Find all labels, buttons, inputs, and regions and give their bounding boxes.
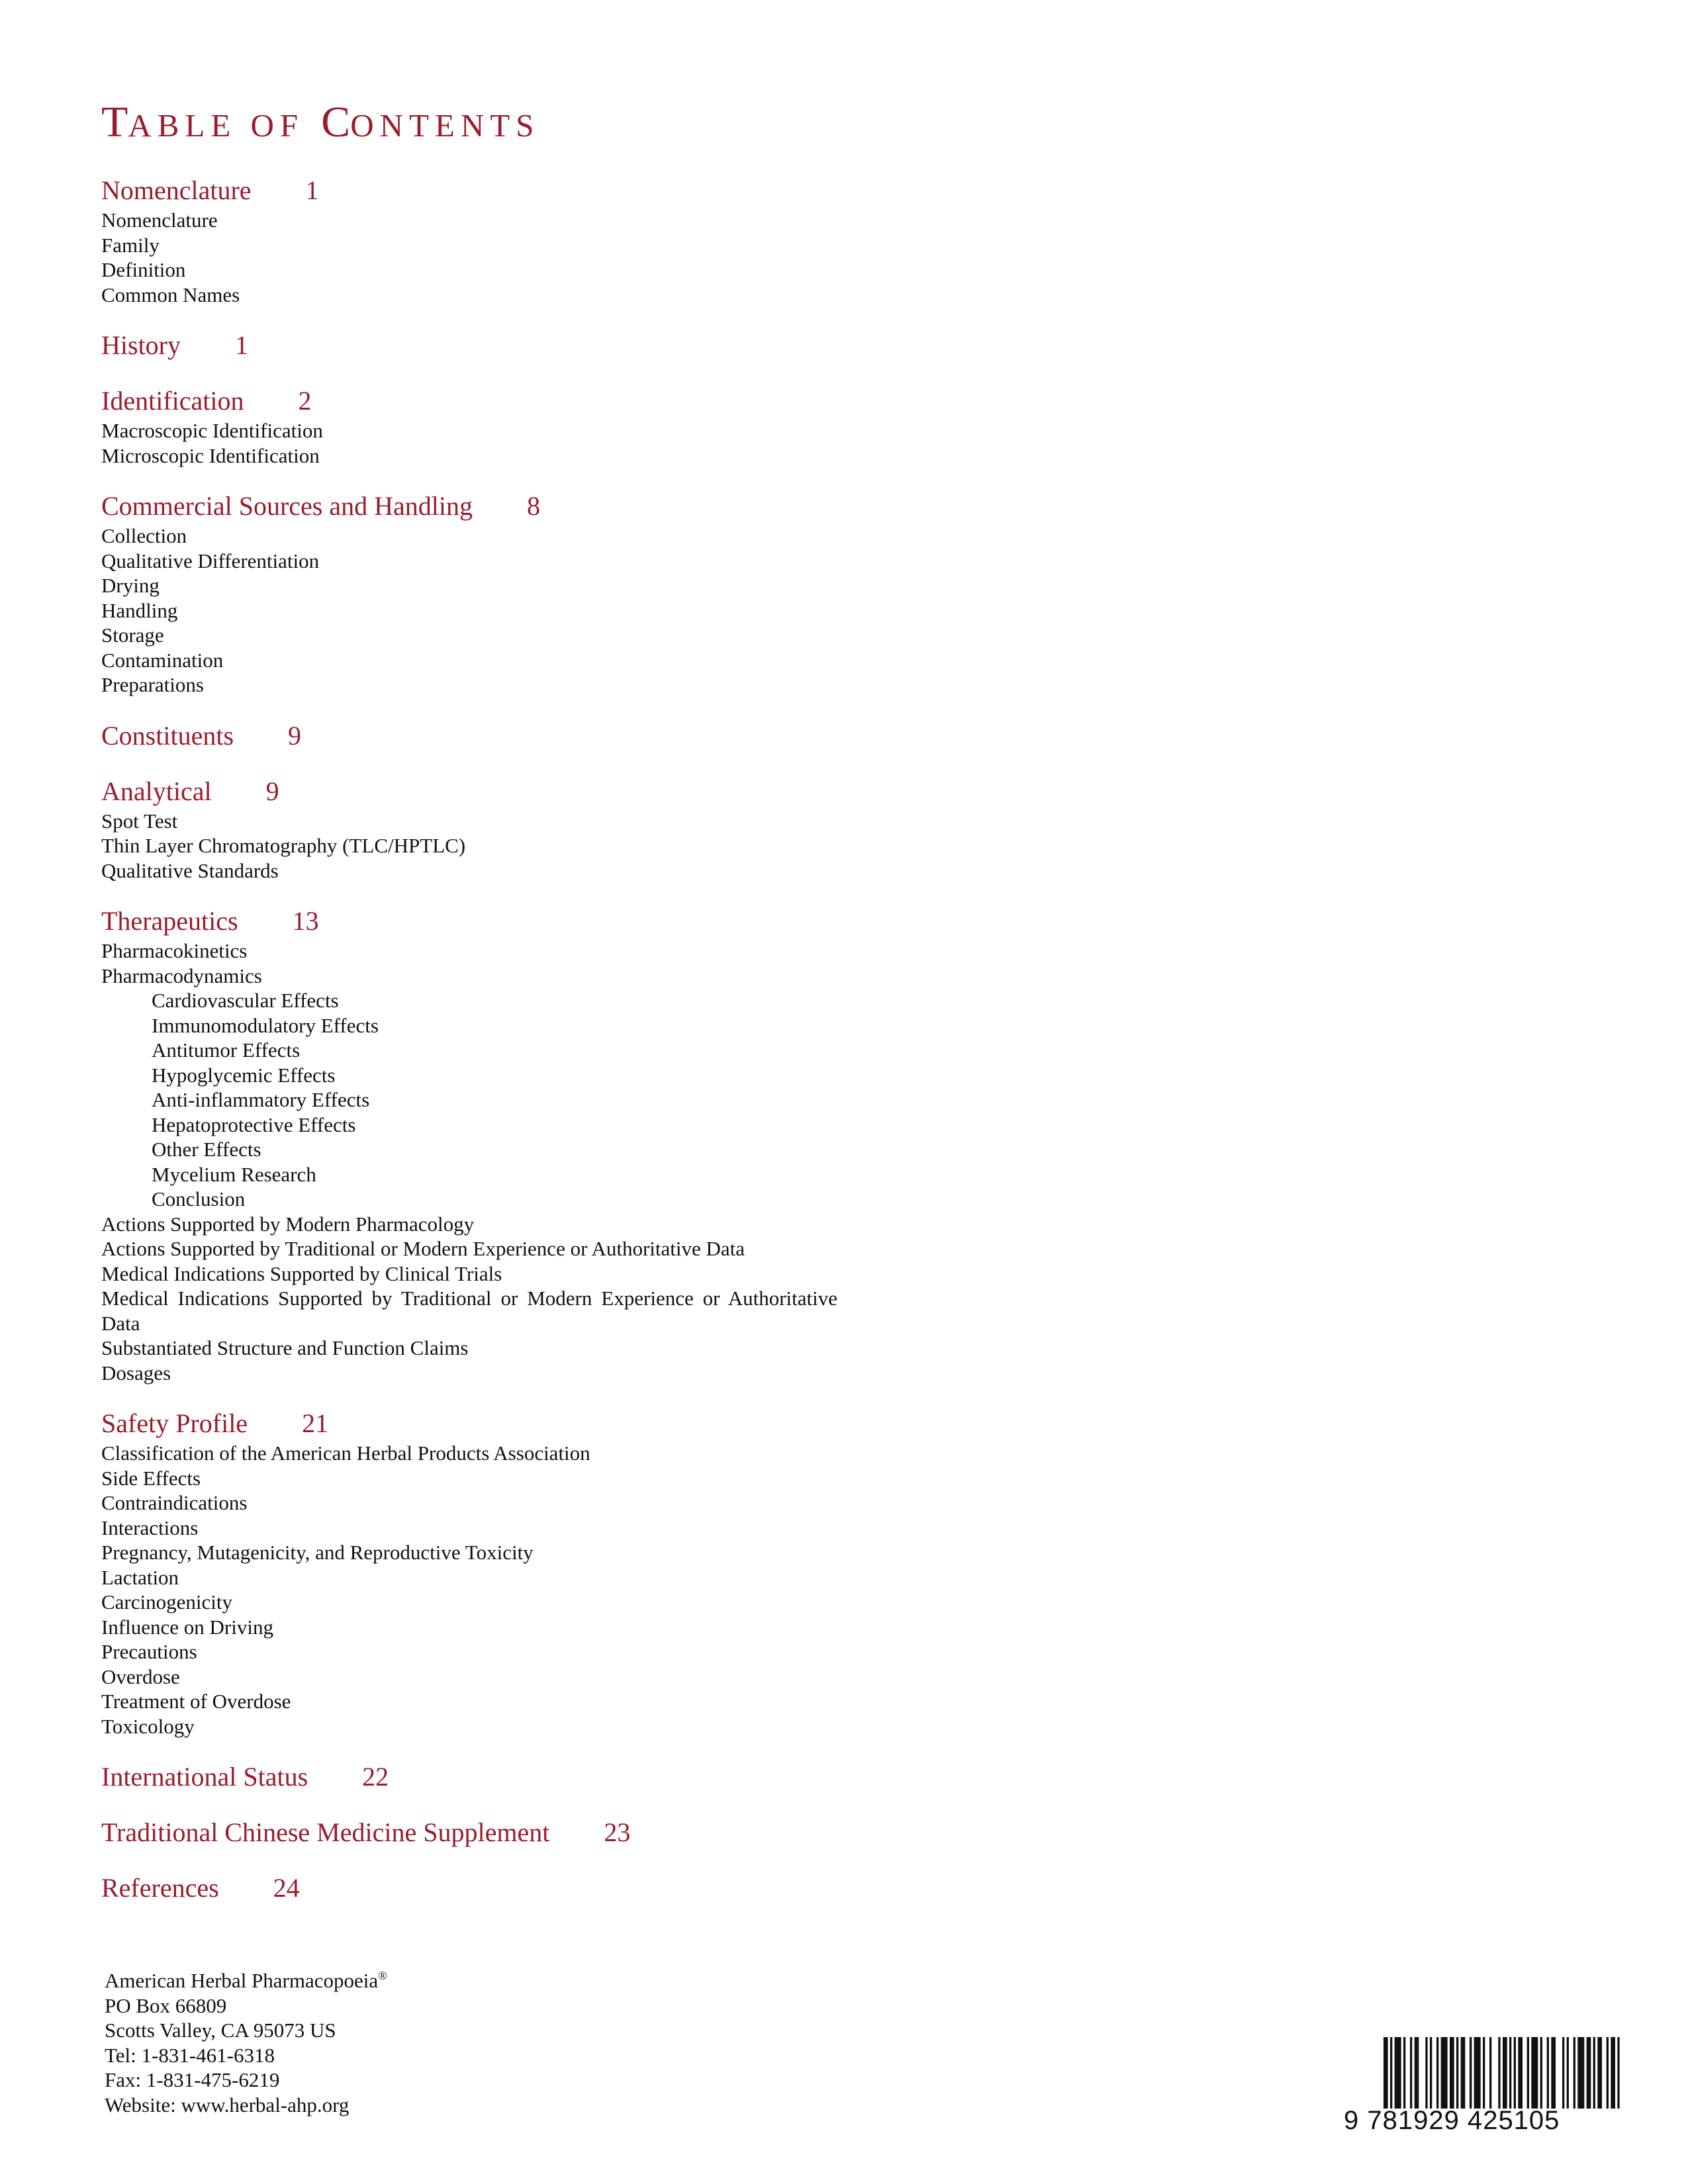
barcode-bar bbox=[1527, 2037, 1529, 2109]
toc-subentry: Conclusion bbox=[152, 1187, 246, 1210]
barcode-bar bbox=[1607, 2037, 1609, 2109]
toc-entry: Handling bbox=[101, 598, 178, 622]
toc-subentry: Antitumor Effects bbox=[152, 1038, 301, 1062]
barcode-bar bbox=[1390, 2037, 1392, 2109]
toc-entry: Spot Test bbox=[101, 809, 178, 833]
toc-section bbox=[101, 1760, 837, 1794]
publisher-address bbox=[105, 1968, 387, 2118]
toc-entry: Interactions bbox=[101, 1516, 199, 1539]
toc-entry: Storage bbox=[101, 623, 164, 647]
section-heading bbox=[101, 489, 837, 523]
section-page-number: 2 bbox=[298, 386, 312, 416]
isbn-barcode bbox=[1344, 2037, 1622, 2136]
toc-section bbox=[101, 1406, 837, 1739]
barcode-bar bbox=[1562, 2037, 1564, 2109]
section-title: References bbox=[101, 1873, 219, 1903]
barcode-bar bbox=[1597, 2037, 1602, 2109]
toc-entry: Treatment of Overdose bbox=[101, 1690, 291, 1713]
address-line: Scotts Valley, CA 95073 US bbox=[105, 2019, 336, 2042]
section-page-number: 13 bbox=[292, 906, 319, 936]
toc-entry: Dosages bbox=[101, 1361, 171, 1385]
barcode-bar bbox=[1450, 2037, 1454, 2109]
section-title: International Status bbox=[101, 1762, 308, 1792]
toc-section bbox=[101, 719, 837, 753]
toc-entry: Medical Indications Supported by Traditional or Modern Experience or Authoritative Data bbox=[101, 1287, 837, 1335]
toc-entry: Lactation bbox=[101, 1565, 179, 1589]
toc-entry: Overdose bbox=[101, 1664, 180, 1688]
toc-section bbox=[101, 1871, 837, 1905]
section-title: Identification bbox=[101, 386, 244, 416]
barcode-bar bbox=[1514, 2037, 1516, 2109]
barcode-bar bbox=[1567, 2037, 1569, 2109]
toc-entry: Family bbox=[101, 233, 160, 257]
table-of-contents bbox=[101, 173, 837, 1927]
toc-subentry: Hypoglycemic Effects bbox=[152, 1063, 336, 1087]
toc-entry: Pharmacokinetics bbox=[101, 939, 248, 962]
section-heading bbox=[101, 328, 837, 363]
barcode-bar bbox=[1577, 2037, 1584, 2109]
section-title: Safety Profile bbox=[101, 1408, 248, 1438]
toc-entry: Common Names bbox=[101, 283, 240, 306]
barcode-bar bbox=[1547, 2037, 1549, 2109]
section-title: Traditional Chinese Medicine Supplement bbox=[101, 1817, 550, 1847]
section-heading bbox=[101, 384, 837, 418]
section-page-number: 24 bbox=[273, 1873, 300, 1903]
barcode-bar bbox=[1593, 2037, 1595, 2109]
barcode-bar bbox=[1573, 2037, 1575, 2109]
publisher-name: American Herbal Pharmacopoeia® bbox=[105, 1969, 387, 1992]
toc-entry: Microscopic Identification bbox=[101, 443, 320, 467]
toc-entry: Contamination bbox=[101, 648, 224, 672]
section-heading bbox=[101, 1760, 837, 1794]
barcode-bar bbox=[1483, 2037, 1485, 2109]
section-heading bbox=[101, 173, 837, 208]
section-page-number: 1 bbox=[305, 175, 319, 205]
section-heading bbox=[101, 719, 837, 753]
toc-subentry: Cardiovascular Effects bbox=[152, 989, 339, 1012]
barcode-digits: 9 781929 425105 bbox=[1344, 2106, 1560, 2135]
barcode-bar bbox=[1489, 2037, 1491, 2109]
barcode-bar bbox=[1587, 2037, 1591, 2109]
section-heading bbox=[101, 1815, 837, 1850]
toc-section bbox=[101, 1815, 837, 1850]
toc-entry: Actions Supported by Modern Pharmacology bbox=[101, 1212, 475, 1236]
toc-entry: Definition bbox=[101, 258, 186, 281]
phone-line: Tel: 1-831-461-6318 bbox=[105, 2043, 275, 2067]
toc-entry: Carcinogenicity bbox=[101, 1590, 232, 1614]
section-heading bbox=[101, 904, 837, 938]
section-page-number: 22 bbox=[362, 1762, 389, 1792]
barcode-bar bbox=[1611, 2037, 1615, 2109]
toc-entry: Toxicology bbox=[101, 1714, 195, 1738]
section-title: Analytical bbox=[101, 776, 212, 806]
barcode-bar bbox=[1425, 2037, 1427, 2109]
section-page-number: 9 bbox=[265, 776, 279, 806]
section-title: Therapeutics bbox=[101, 906, 238, 936]
toc-entry: Drying bbox=[101, 574, 160, 597]
toc-entry: Thin Layer Chromatography (TLC/HPTLC) bbox=[101, 834, 466, 857]
section-page-number: 9 bbox=[288, 720, 302, 751]
barcode-bar bbox=[1540, 2037, 1542, 2109]
barcode-bar bbox=[1518, 2037, 1523, 2109]
section-page-number: 21 bbox=[302, 1408, 329, 1438]
barcode-bar bbox=[1461, 2037, 1466, 2109]
toc-section bbox=[101, 489, 837, 698]
barcode-bar bbox=[1383, 2037, 1388, 2109]
barcode-bar bbox=[1415, 2037, 1419, 2109]
section-heading bbox=[101, 1871, 837, 1905]
barcode-bar bbox=[1531, 2037, 1538, 2109]
barcode-bar bbox=[1410, 2037, 1412, 2109]
section-title: History bbox=[101, 330, 181, 360]
toc-section bbox=[101, 384, 837, 468]
section-title: Nomenclature bbox=[101, 175, 252, 205]
barcode-bar bbox=[1503, 2037, 1507, 2109]
toc-subentry: Mycelium Research bbox=[152, 1162, 316, 1186]
barcode-bar bbox=[1498, 2037, 1500, 2109]
toc-subentry: Immunomodulatory Effects bbox=[152, 1013, 379, 1037]
barcode-bar bbox=[1474, 2037, 1481, 2109]
barcode-bar bbox=[1395, 2037, 1401, 2109]
barcode-bar bbox=[1456, 2037, 1458, 2109]
section-heading bbox=[101, 774, 837, 809]
toc-section bbox=[101, 904, 837, 1385]
toc-entry: Side Effects bbox=[101, 1466, 201, 1490]
toc-section bbox=[101, 328, 837, 363]
toc-entry: Qualitative Standards bbox=[101, 858, 279, 882]
page-title: TABLE OF CONTENTS bbox=[101, 98, 540, 146]
toc-entry: Medical Indications Supported by Clinical Trials bbox=[101, 1261, 502, 1285]
section-title: Constituents bbox=[101, 720, 234, 751]
toc-entry: Preparations bbox=[101, 673, 204, 696]
toc-section bbox=[101, 774, 837, 884]
toc-entry: Qualitative Differentiation bbox=[101, 549, 320, 572]
section-heading bbox=[101, 1406, 837, 1441]
toc-entry: Nomenclature bbox=[101, 208, 218, 232]
barcode-bar bbox=[1617, 2037, 1619, 2109]
barcode-bar bbox=[1509, 2037, 1511, 2109]
toc-entry: Collection bbox=[101, 524, 187, 547]
toc-entry: Macroscopic Identification bbox=[101, 419, 323, 442]
barcode-bar bbox=[1551, 2037, 1556, 2109]
toc-section bbox=[101, 173, 837, 307]
toc-entry: Influence on Driving bbox=[101, 1615, 273, 1639]
section-page-number: 23 bbox=[604, 1817, 631, 1847]
toc-subentry: Anti-inflammatory Effects bbox=[152, 1088, 370, 1111]
section-title: Commercial Sources and Handling bbox=[101, 491, 473, 521]
toc-subentry: Hepatoprotective Effects bbox=[152, 1113, 356, 1136]
section-page-number: 1 bbox=[235, 330, 248, 360]
barcode-bar bbox=[1470, 2037, 1472, 2109]
barcode-bar bbox=[1441, 2037, 1448, 2109]
barcode-bar bbox=[1436, 2037, 1438, 2109]
website-line: Website: www.herbal-ahp.org bbox=[105, 2093, 350, 2116]
barcode-bar bbox=[1430, 2037, 1432, 2109]
toc-entry: Substantiated Structure and Function Claims bbox=[101, 1336, 469, 1359]
barcode-bars bbox=[1383, 2037, 1622, 2109]
fax-line: Fax: 1-831-475-6219 bbox=[105, 2068, 280, 2092]
toc-entry: Contraindications bbox=[101, 1491, 248, 1514]
toc-subentry: Other Effects bbox=[152, 1138, 261, 1161]
toc-entry: Classification of the American Herbal Products Association bbox=[101, 1441, 590, 1465]
section-page-number: 8 bbox=[526, 491, 540, 521]
toc-entry: Actions Supported by Traditional or Modern Experience or Authoritative Data bbox=[101, 1237, 745, 1260]
barcode-bar bbox=[1403, 2037, 1405, 2109]
toc-entry: Precautions bbox=[101, 1640, 197, 1663]
toc-entry: Pharmacodynamics bbox=[101, 964, 262, 987]
address-line: PO Box 66809 bbox=[105, 1993, 227, 2017]
toc-entry: Pregnancy, Mutagenicity, and Reproductive Toxicity bbox=[101, 1541, 534, 1564]
